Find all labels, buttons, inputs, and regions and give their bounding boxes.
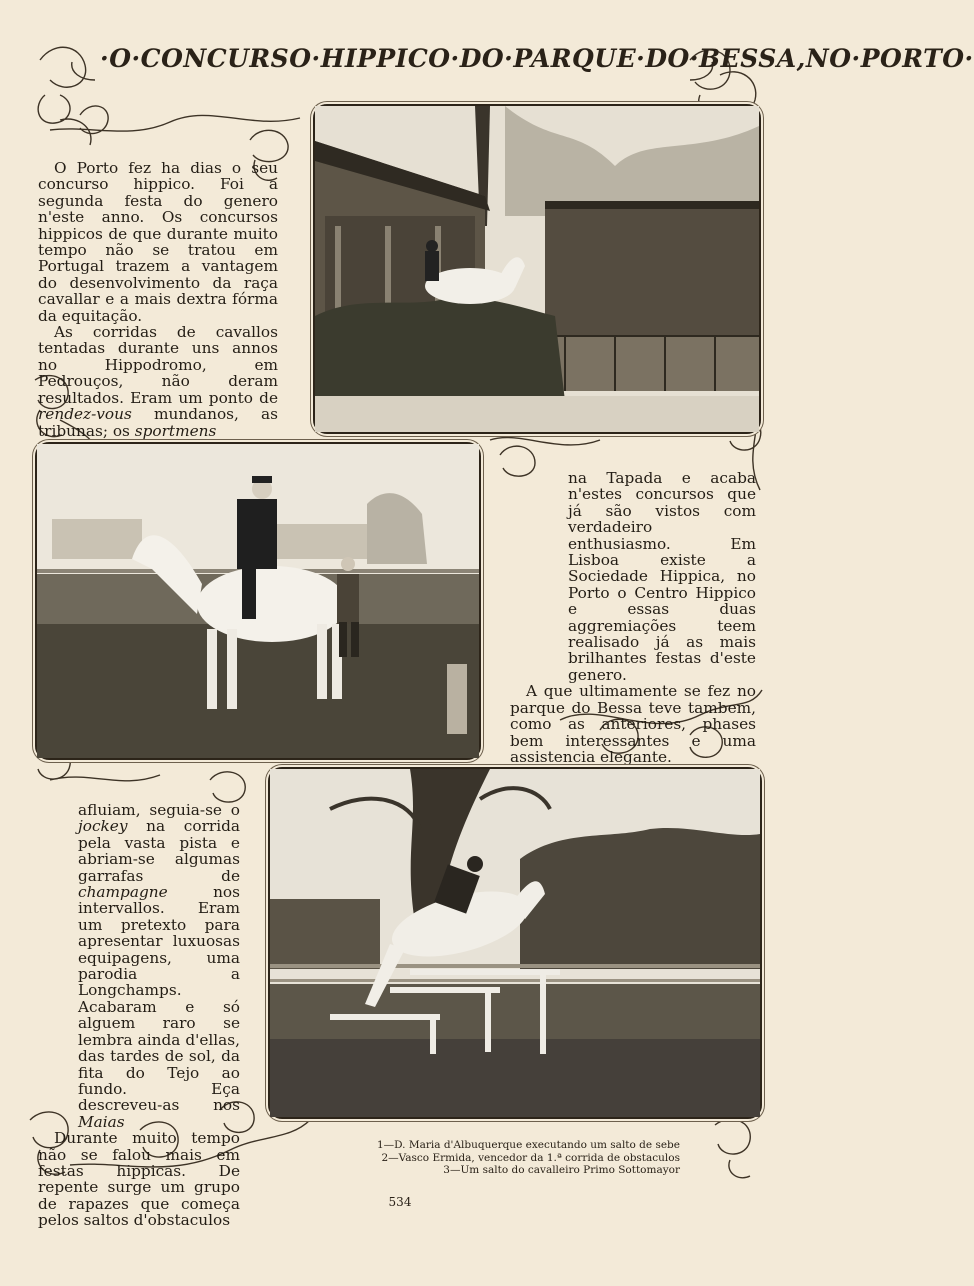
paragraph-intro: O Porto fez ha dias o seu concurso hippico. Foi a segunda festa do genero n'este anno. Os concursos hippicos de que durante muito tempo não se tratou em Portugal trazem a vantagem do desenvolvimento da raça cavallar e a mais dextra fórma da equitação. bbox=[38, 159, 278, 325]
italic-term: Maias bbox=[78, 1112, 125, 1131]
caption-3: 3—Um salto do cavalleiro Primo Sottomayor bbox=[443, 1164, 680, 1176]
paragraph-tapada: na Tapada e acaba n'estes concursos que já são vistos com verdadeiro enthusiasmo. Em Lisboa existe a Sociedade Hippica, no Porto o Centro Hippico e essas duas aggremiações teem realisado já as mais brilhantes festas d'este genero. bbox=[568, 469, 756, 684]
rail-jump-image bbox=[270, 769, 760, 1117]
photo-captions bbox=[310, 1139, 680, 1177]
paragraph-rapazes: Durante muito tempo não se falou mais em festas hippicas. De repente surge um grupo de rapazes que começa pelos saltos d'obstaculos bbox=[38, 1129, 240, 1230]
text-span: As corridas de cavallos tentadas durante uns annos no Hippodromo, em Pedrouços, não deram resultados. Eram um ponto de bbox=[38, 323, 278, 407]
text-span: mundanos, as tribunas; os bbox=[38, 405, 278, 440]
text-span: nos intervallos. Eram um pretexto para apresentar luxuosas equipagens, uma parodia a Longchamps. Acabaram e só alguem raro se lembra ainda d'ellas, das tardes de sol, da fita do Tejo ao fundo. Eça descreveu-as nos bbox=[78, 883, 240, 1115]
text-column-intro bbox=[38, 160, 278, 439]
paragraph-bessa: A que ultimamente se fez no parque do Bessa teve tambem, como as anteriores, phases bem interessantes e uma assistencia elegante. bbox=[510, 682, 756, 766]
paragraph-jockey bbox=[38, 802, 240, 1130]
caption-2: 2—Vasco Ermida, vencedor da 1.ª corrida de obstaculos bbox=[381, 1151, 680, 1164]
italic-term: jockey bbox=[78, 817, 128, 836]
photo-hedge-jump bbox=[313, 104, 761, 434]
paragraph-hippodromo bbox=[38, 324, 278, 439]
hedge-jump-image bbox=[315, 106, 759, 432]
text-column-longchamps bbox=[38, 802, 240, 1229]
article-title: ·O·CONCURSO·HIPPICO·DO·PARQUE·DO·BESSA,NO·PORTO· bbox=[100, 44, 974, 73]
text-column-societies bbox=[510, 470, 756, 798]
text-span: afluiam, seguia-se o bbox=[78, 801, 240, 819]
caption-1: 1—D. Maria d'Albuquerque executando um salto de sebe bbox=[376, 1139, 680, 1151]
photo-rail-jump bbox=[268, 767, 762, 1119]
rider-standing-image bbox=[37, 444, 479, 758]
italic-term: sportmens bbox=[134, 421, 217, 440]
photo-rider-standing bbox=[35, 442, 481, 760]
page-number: 534 bbox=[388, 1195, 412, 1209]
italic-term: champagne bbox=[78, 883, 168, 902]
text-span: na corrida pela vasta pista e abriam-se algumas garrafas de bbox=[78, 817, 240, 885]
italic-term: rendez-vous bbox=[38, 405, 132, 424]
